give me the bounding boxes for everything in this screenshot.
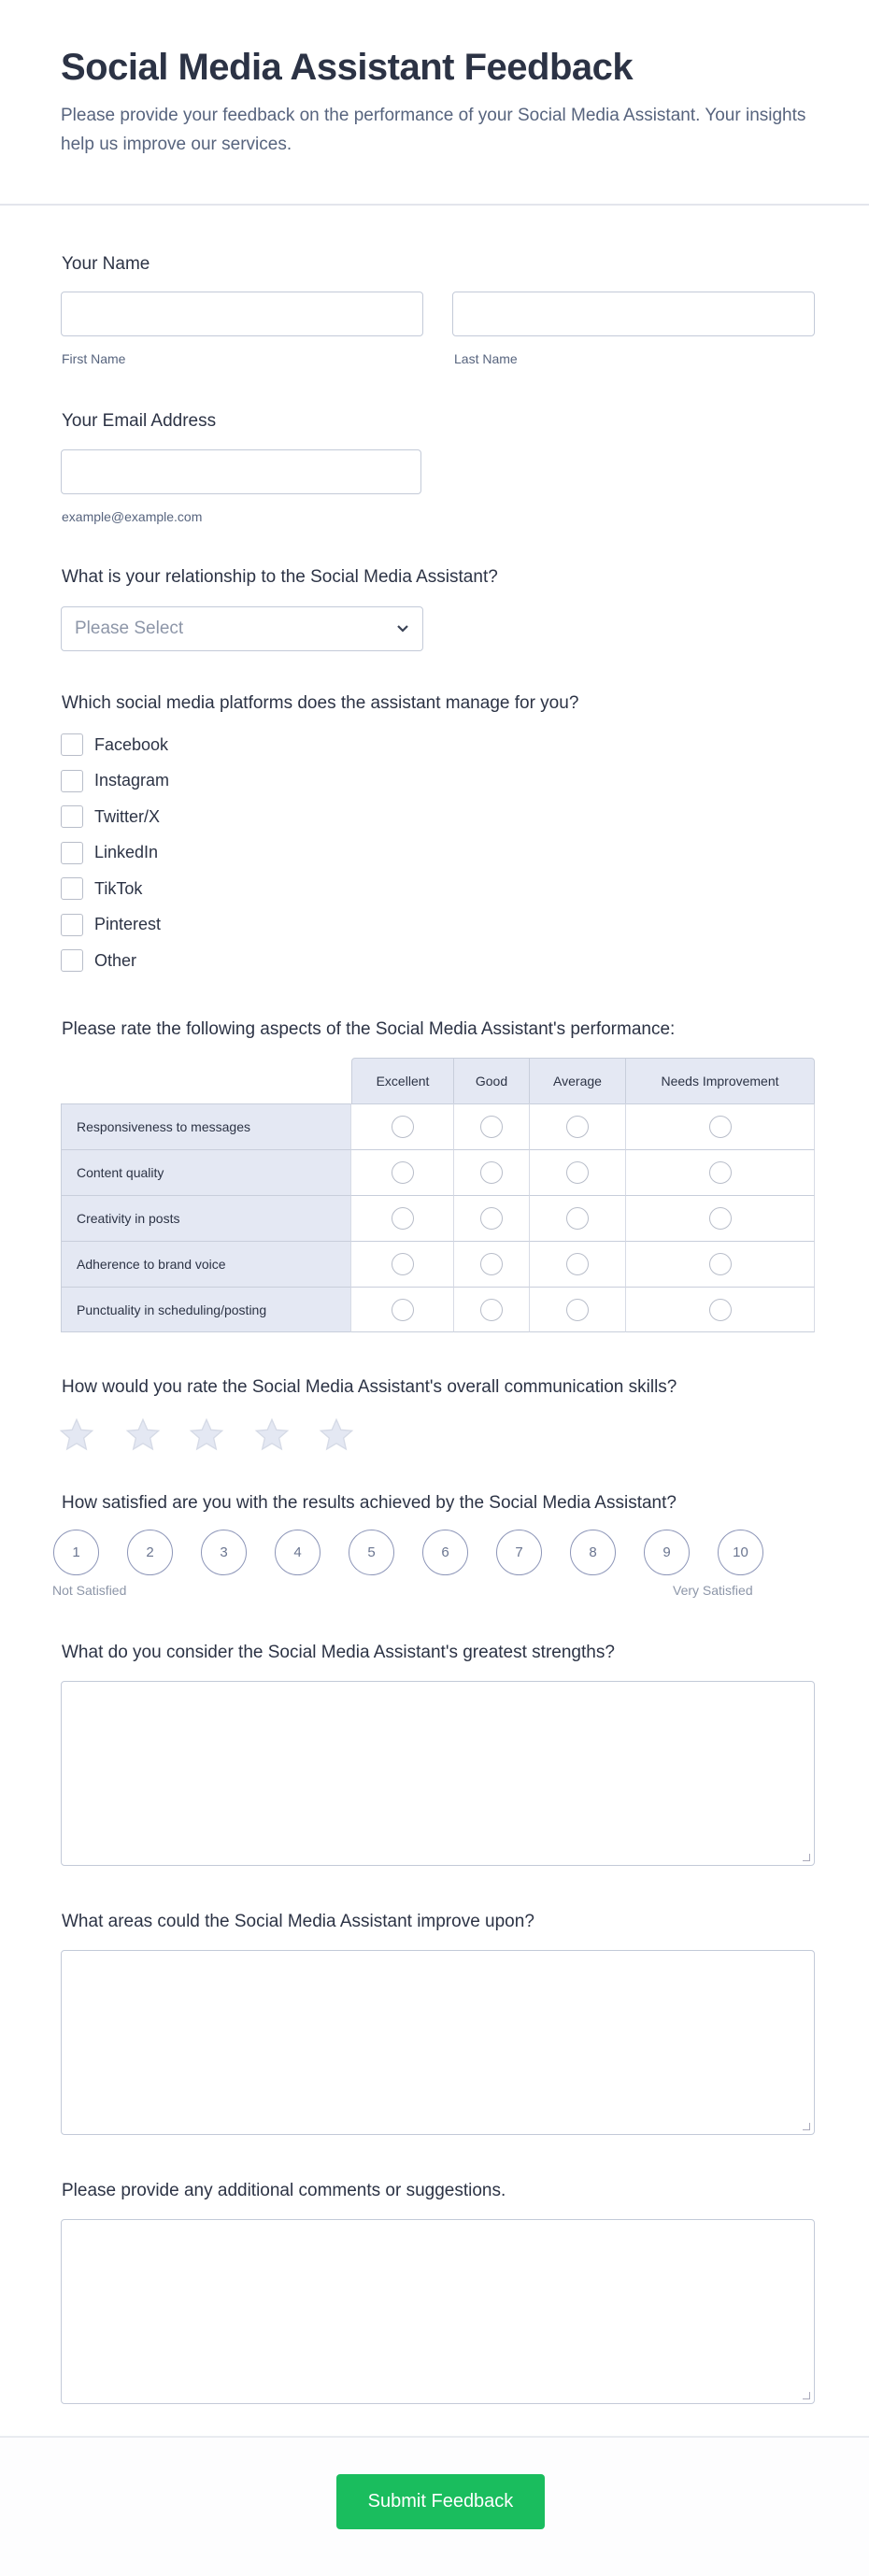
matrix-row-label: Creativity in posts (61, 1195, 351, 1241)
checkbox-label: Instagram (94, 771, 170, 790)
comments-label: Please provide any additional comments or suggestions. (62, 2181, 506, 2200)
matrix-cell (530, 1103, 626, 1149)
select-placeholder: Please Select (75, 619, 184, 638)
scale-option[interactable]: 6 (422, 1530, 468, 1575)
checkbox-box[interactable] (61, 805, 83, 828)
matrix-radio[interactable] (566, 1161, 589, 1184)
matrix-radio[interactable] (566, 1116, 589, 1138)
email-input[interactable] (61, 449, 421, 494)
submit-button[interactable]: Submit Feedback (336, 2474, 545, 2529)
matrix-radio[interactable] (480, 1161, 503, 1184)
matrix-radio[interactable] (566, 1299, 589, 1321)
matrix-cell (626, 1103, 815, 1149)
scale-option[interactable]: 3 (201, 1530, 247, 1575)
matrix-cell (530, 1241, 626, 1287)
matrix-cell (626, 1195, 815, 1241)
matrix-radio[interactable] (392, 1161, 414, 1184)
matrix-column-header: Excellent (351, 1058, 454, 1103)
page-subtitle: Please provide your feedback on the performance of your Social Media Assistant. Your insights help us improve our services. (61, 106, 806, 154)
checkbox-box[interactable] (61, 877, 83, 900)
matrix-radio[interactable] (709, 1116, 732, 1138)
resize-handle-icon[interactable] (803, 2123, 810, 2130)
matrix-radio[interactable] (709, 1253, 732, 1275)
matrix-cell (454, 1195, 530, 1241)
platform-checkbox[interactable] (61, 842, 158, 864)
matrix-radio[interactable] (566, 1207, 589, 1230)
platforms-label: Which social media platforms does the assistant manage for you? (62, 693, 579, 713)
matrix-cell (351, 1195, 454, 1241)
matrix-radio[interactable] (392, 1299, 414, 1321)
comments-textarea[interactable] (61, 2219, 815, 2404)
star-icon[interactable] (124, 1416, 162, 1454)
star-icon[interactable] (318, 1416, 355, 1454)
scale-min-label: Not Satisfied (52, 1583, 127, 1598)
checkbox-label: Other (94, 950, 137, 970)
matrix-column-header: Average (530, 1058, 626, 1103)
matrix-row (61, 1287, 815, 1332)
scale-option[interactable]: 8 (570, 1530, 616, 1575)
scale-option[interactable]: 10 (718, 1530, 763, 1575)
scale-label: How satisfied are you with the results achieved by the Social Media Assistant? (62, 1493, 677, 1513)
matrix-radio[interactable] (709, 1207, 732, 1230)
star-icon[interactable] (188, 1416, 225, 1454)
matrix-radio[interactable] (709, 1161, 732, 1184)
matrix-row-label: Adherence to brand voice (61, 1241, 351, 1287)
last-name-sublabel: Last Name (454, 351, 518, 366)
checkbox-label: TikTok (94, 878, 143, 898)
rating-matrix (61, 1058, 815, 1332)
name-label: Your Name (62, 254, 150, 274)
matrix-row (61, 1103, 815, 1149)
stars-label: How would you rate the Social Media Assistant's overall communication skills? (62, 1377, 677, 1397)
matrix-column-header: Good (454, 1058, 530, 1103)
scale-option[interactable]: 5 (349, 1530, 394, 1575)
matrix-row-label: Content quality (61, 1149, 351, 1195)
header-divider (0, 204, 869, 206)
matrix-cell (351, 1241, 454, 1287)
matrix-corner (61, 1058, 351, 1103)
matrix-column-header: Needs Improvement (626, 1058, 815, 1103)
checkbox-label: Twitter/X (94, 806, 161, 826)
platform-checkbox[interactable] (61, 805, 160, 828)
scale-option[interactable]: 7 (496, 1530, 542, 1575)
platform-checkbox[interactable] (61, 949, 136, 972)
matrix-radio[interactable] (392, 1207, 414, 1230)
platform-checkbox[interactable] (61, 914, 161, 936)
relationship-select[interactable] (61, 606, 423, 651)
strengths-textarea[interactable] (61, 1681, 815, 1866)
checkbox-box[interactable] (61, 949, 83, 972)
platform-checkbox[interactable] (61, 770, 169, 792)
matrix-radio[interactable] (480, 1207, 503, 1230)
checkbox-label: LinkedIn (94, 843, 159, 861)
matrix-radio[interactable] (480, 1299, 503, 1321)
matrix-radio[interactable] (480, 1116, 503, 1138)
matrix-cell (530, 1287, 626, 1332)
matrix-cell (454, 1149, 530, 1195)
matrix-cell (626, 1287, 815, 1332)
matrix-cell (351, 1149, 454, 1195)
matrix-cell (626, 1149, 815, 1195)
improve-textarea[interactable] (61, 1950, 815, 2135)
relationship-label: What is your relationship to the Social Media Assistant? (62, 567, 498, 587)
matrix-cell (454, 1103, 530, 1149)
page-title: Social Media Assistant Feedback (61, 47, 634, 88)
matrix-row-label: Responsiveness to messages (61, 1103, 351, 1149)
star-icon[interactable] (253, 1416, 291, 1454)
matrix-cell (530, 1149, 626, 1195)
checkbox-box[interactable] (61, 733, 83, 756)
matrix-radio[interactable] (709, 1299, 732, 1321)
star-icon[interactable] (58, 1416, 95, 1454)
first-name-sublabel: First Name (62, 351, 126, 366)
scale-option[interactable]: 2 (127, 1530, 173, 1575)
checkbox-label: Facebook (94, 734, 169, 754)
matrix-radio[interactable] (392, 1253, 414, 1275)
matrix-cell (530, 1195, 626, 1241)
matrix-row (61, 1241, 815, 1287)
scale-option[interactable]: 9 (644, 1530, 690, 1575)
checkbox-box[interactable] (61, 914, 83, 936)
improve-label: What areas could the Social Media Assistant improve upon? (62, 1912, 534, 1931)
strengths-label: What do you consider the Social Media Assistant's greatest strengths? (62, 1643, 615, 1662)
matrix-cell (626, 1241, 815, 1287)
scale-max-label: Very Satisfied (673, 1583, 753, 1598)
first-name-input[interactable] (61, 292, 423, 336)
matrix-radio[interactable] (480, 1253, 503, 1275)
matrix-row (61, 1149, 815, 1195)
matrix-row-label: Punctuality in scheduling/posting (61, 1287, 351, 1332)
matrix-cell (454, 1287, 530, 1332)
matrix-label: Please rate the following aspects of the Social Media Assistant's performance: (62, 1019, 676, 1039)
resize-handle-icon[interactable] (803, 1854, 810, 1861)
matrix-radio[interactable] (392, 1116, 414, 1138)
matrix-cell (351, 1103, 454, 1149)
checkbox-box[interactable] (61, 770, 83, 792)
platform-checkbox[interactable] (61, 733, 168, 756)
matrix-radio[interactable] (566, 1253, 589, 1275)
email-label: Your Email Address (62, 411, 217, 431)
platform-checkbox[interactable] (61, 877, 142, 900)
matrix-cell (351, 1287, 454, 1332)
resize-handle-icon[interactable] (803, 2392, 810, 2399)
checkbox-box[interactable] (61, 842, 83, 864)
matrix-cell (454, 1241, 530, 1287)
scale-option[interactable]: 4 (275, 1530, 321, 1575)
matrix-row (61, 1195, 815, 1241)
email-hint: example@example.com (62, 509, 203, 524)
last-name-input[interactable] (452, 292, 815, 336)
checkbox-label: Pinterest (94, 915, 162, 933)
chevron-down-icon (396, 624, 409, 633)
scale-option[interactable]: 1 (53, 1530, 99, 1575)
